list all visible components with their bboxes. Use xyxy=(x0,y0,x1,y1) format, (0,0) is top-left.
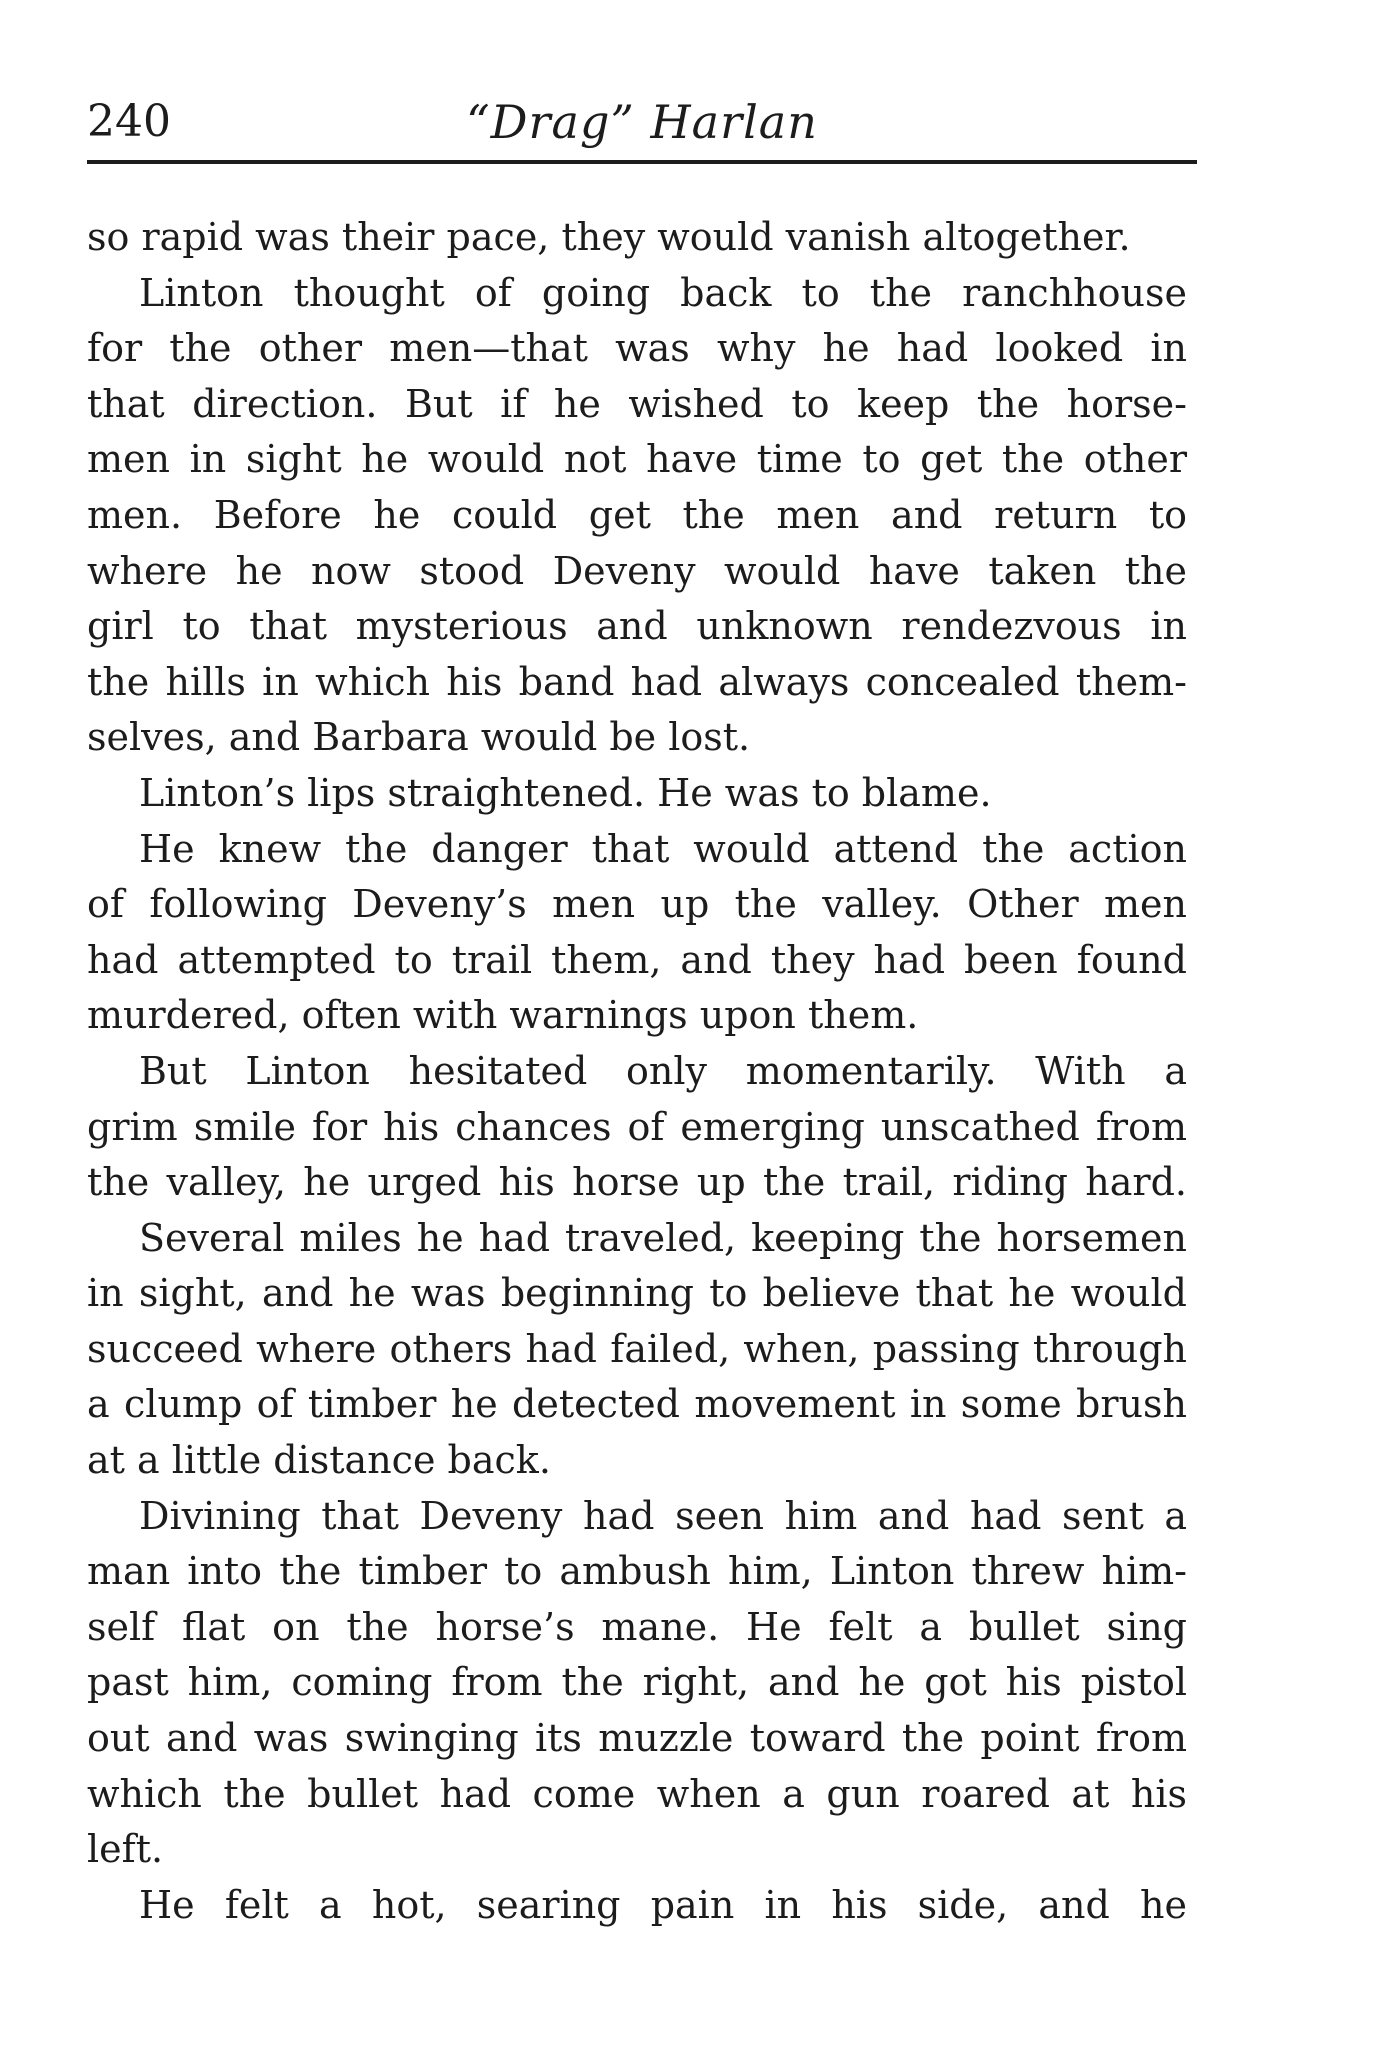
text-line: But Linton hesitated only momentarily. With a xyxy=(139,1048,1187,1093)
paragraph xyxy=(87,1489,1187,1878)
text-line: He knew the danger that would attend the action xyxy=(139,826,1187,871)
text-line: in sight, and he was beginning to believe that he would xyxy=(87,1271,1187,1316)
text-line: men in sight he would not have time to get the other xyxy=(87,437,1187,482)
paragraph xyxy=(87,1211,1187,1489)
text-line: for the other men—that was why he had looked in xyxy=(87,326,1187,371)
text-line: girl to that mysterious and unknown rendezvous in xyxy=(87,604,1187,649)
text-line: murdered, often with warnings upon them. xyxy=(87,993,919,1038)
page-number: 240 xyxy=(87,96,171,147)
running-head xyxy=(87,92,1197,162)
text-line: a clump of timber he detected movement in some brush xyxy=(87,1382,1187,1427)
paragraph xyxy=(87,1878,1187,1934)
text-line: had attempted to trail them, and they had been found xyxy=(87,937,1187,982)
header-rule xyxy=(87,160,1197,164)
text-line: left. xyxy=(87,1827,164,1872)
paragraph xyxy=(87,1044,1187,1211)
paragraph xyxy=(87,766,1187,822)
text-line: so rapid was their pace, they would vanish altogether. xyxy=(87,215,1131,259)
text-line: Linton thought of going back to the ranchhouse xyxy=(139,270,1187,315)
text-line: past him, coming from the right, and he got his pistol xyxy=(87,1660,1187,1705)
text-line: Several miles he had traveled, keeping the horsemen xyxy=(139,1215,1187,1260)
text-line: man into the timber to ambush him, Linton threw him- xyxy=(87,1549,1187,1594)
running-title: “Drag” Harlan xyxy=(466,95,818,149)
text-line: self flat on the horse’s mane. He felt a bullet sing xyxy=(87,1604,1187,1649)
text-line: which the bullet had come when a gun roared at his xyxy=(87,1771,1187,1816)
text-line: succeed where others had failed, when, passing through xyxy=(87,1326,1187,1371)
paragraph xyxy=(87,822,1187,1044)
text-line: at a little distance back. xyxy=(87,1438,551,1483)
text-line: He felt a hot, searing pain in his side, and he xyxy=(139,1882,1187,1927)
text-line: the hills in which his band had always concealed them- xyxy=(87,659,1187,704)
text-line: that direction. But if he wished to keep the horse- xyxy=(87,381,1187,426)
text-line: Divining that Deveny had seen him and had sent a xyxy=(139,1493,1187,1538)
text-line: of following Deveny’s men up the valley. Other men xyxy=(87,882,1187,927)
text-line: selves, and Barbara would be lost. xyxy=(87,715,751,760)
text-line: men. Before he could get the men and return to xyxy=(87,492,1187,537)
body-text xyxy=(87,210,1187,1933)
paragraph xyxy=(87,266,1187,766)
text-line: the valley, he urged his horse up the trail, riding hard. xyxy=(87,1160,1187,1205)
paragraph xyxy=(87,210,1187,266)
text-line: where he now stood Deveny would have taken the xyxy=(87,548,1187,593)
text-line: out and was swinging its muzzle toward the point from xyxy=(87,1716,1187,1761)
text-line: grim smile for his chances of emerging unscathed from xyxy=(87,1104,1187,1149)
text-line: Linton’s lips straightened. He was to blame. xyxy=(139,770,992,815)
